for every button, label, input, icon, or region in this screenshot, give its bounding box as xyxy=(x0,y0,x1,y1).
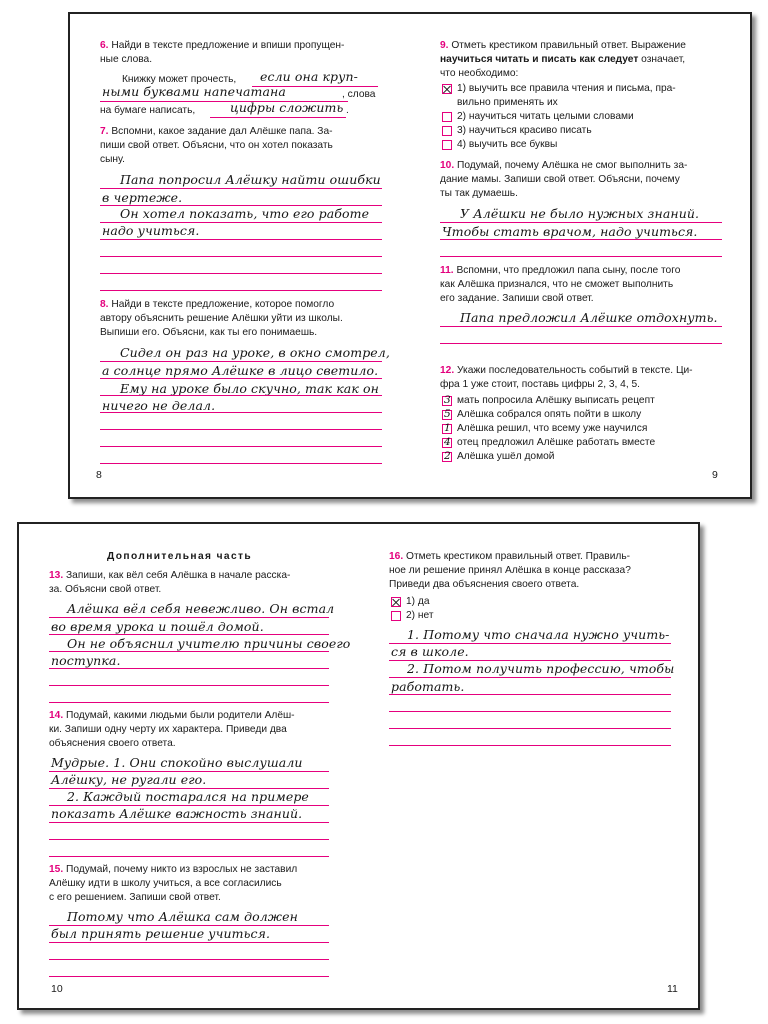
q15-text-line-2: Алёшку идти в школу учиться, а все согласились xyxy=(49,878,282,889)
q14-answer-line-4: показать Алёшке важность знаний. xyxy=(51,806,303,821)
q12-order-box-3[interactable]: 1 xyxy=(444,422,451,434)
q13-answer-line-2: во время урока и пошёл домой. xyxy=(51,619,264,634)
q8-answer-line-4: ничего не делал. xyxy=(102,398,216,413)
q10-answer-line-2: Чтобы стать врачом, надо учиться. xyxy=(442,224,698,239)
page-10 xyxy=(19,524,361,1008)
q7-answer-line-4: надо учиться. xyxy=(102,223,200,238)
q16-answer-line-2: ся в школе. xyxy=(391,644,469,659)
q10-answer-line-1: У Алёшки не было нужных знаний. xyxy=(460,206,700,221)
page-11 xyxy=(361,524,702,1008)
q16-answer-line-1: 1. Потому что сначала нужно учить- xyxy=(407,627,670,642)
q14-answer-line-1: Мудрые. 1. Они спокойно выслушали xyxy=(51,755,303,770)
q6-sentence-part-1: Книжку может прочесть, xyxy=(122,74,237,85)
q12-event-1: мать попросила Алёшку выписать рецепт xyxy=(457,395,655,406)
q9-text-line-3: что необходимо: xyxy=(440,68,519,79)
q12-text-line-2: фра 1 уже стоит, поставь цифры 2, 3, 4, 5. xyxy=(440,379,641,390)
q8-text-line-2: автору объяснить решение Алёшки уйти из школы. xyxy=(100,313,343,324)
workbook-spread-pages-10-11 xyxy=(17,522,700,1010)
q11-text-line-3: его задание. Запиши свой ответ. xyxy=(440,293,594,304)
q13-text-line-1: 13. Запиши, как вёл себя Алёшка в начале расска- xyxy=(49,570,291,581)
q12-order-box-1[interactable]: 3 xyxy=(444,394,451,406)
q10-text-line-1: 10. Подумай, почему Алёшка не смог выполнить за- xyxy=(440,160,688,171)
q9-option-4: 4) выучить все буквы xyxy=(457,139,558,150)
q11-text-line-1: 11. Вспомни, что предложил папа сыну, после того xyxy=(440,265,681,276)
q12-text-line-1: 12. Укажи последовательность событий в тексте. Ци- xyxy=(440,365,693,376)
q15-text-line-3: с его решением. Запиши свой ответ. xyxy=(49,892,221,903)
q6-sentence-part-2: , слова xyxy=(342,89,376,100)
page-number: 10 xyxy=(51,983,63,995)
q9-option-1-cont: вильно применять их xyxy=(457,97,558,108)
q11-text-line-2: как Алёшка признался, что не сможет выполнить xyxy=(440,279,674,290)
q9-text-line-2: научиться читать и писать как следует означает, xyxy=(440,54,686,65)
q15-answer-line-2: был принять решение учиться. xyxy=(51,926,271,941)
q6-text-line-1: 6. Найди в тексте предложение и впиши пропущен- xyxy=(100,40,345,51)
q12-event-4: отец предложил Алёшке работать вместе xyxy=(457,437,656,448)
q13-answer-line-1: Алёшка вёл себя невежливо. Он встал xyxy=(67,601,335,616)
q7-answer-line-3: Он хотел показать, что его работе xyxy=(120,206,370,221)
q6-answer-3: цифры сложить xyxy=(230,100,344,115)
q9-option-1: 1) выучить все правила чтения и письма, пра- xyxy=(457,83,676,94)
q6-answer-1: если она круп- xyxy=(260,69,358,84)
q13-answer-line-4: поступка. xyxy=(51,653,121,668)
page-number: 8 xyxy=(96,469,102,481)
q10-text-line-2: дание мамы. Запиши свой ответ. Объясни, почему xyxy=(440,174,680,185)
q8-answer-line-3: Ему на уроке было скучно, так как он xyxy=(120,381,379,396)
q16-option-yes: 1) да xyxy=(406,596,430,607)
q6-sentence-part-3: на бумаге написать, xyxy=(100,105,196,116)
page-8 xyxy=(70,14,412,497)
q9-option-3: 3) научиться красиво писать xyxy=(457,125,592,136)
q10-text-line-3: ты так думаешь. xyxy=(440,188,518,199)
q12-order-box-5[interactable]: 2 xyxy=(444,450,451,462)
q12-event-5: Алёшка ушёл домой xyxy=(457,451,555,462)
q7-text-line-1: 7. Вспомни, какое задание дал Алёшке папа. За- xyxy=(100,126,333,137)
q13-answer-line-3: Он не объяснил учителю причины своего xyxy=(67,636,351,651)
section-title: Дополнительная часть xyxy=(107,551,253,562)
q12-event-2: Алёшка собрался опять пойти в школу xyxy=(457,409,642,420)
q14-answer-line-2: Алёшку, не ругали его. xyxy=(51,772,207,787)
q14-text-line-2: ки. Запиши одну черту их характера. Приведи два xyxy=(49,724,287,735)
q8-answer-line-2: а солнце прямо Алёшке в лицо светило. xyxy=(102,363,379,378)
q9-checkbox-2[interactable] xyxy=(442,112,452,122)
q13-text-line-2: за. Объясни свой ответ. xyxy=(49,584,162,595)
q12-event-3: Алёшка решил, что всему уже научился xyxy=(457,423,648,434)
q6-answer-2: ными буквами напечатана xyxy=(102,84,286,99)
q16-answer-line-4: работать. xyxy=(391,679,465,694)
q15-text-line-1: 15. Подумай, почему никто из взрослых не заставил xyxy=(49,864,298,875)
q7-text-line-3: сыну. xyxy=(100,154,125,165)
q8-text-line-1: 8. Найди в тексте предложение, которое помогло xyxy=(100,299,335,310)
q15-answer-line-1: Потому что Алёшка сам должен xyxy=(67,909,298,924)
page-number: 9 xyxy=(712,469,718,481)
q9-option-2: 2) научиться читать целыми словами xyxy=(457,111,634,122)
page-9 xyxy=(412,14,754,497)
q9-checkbox-1[interactable] xyxy=(442,84,452,94)
q7-answer-line-2: в чертеже. xyxy=(102,190,183,205)
q16-text-line-1: 16. Отметь крестиком правильный ответ. Правиль- xyxy=(389,551,631,562)
q16-answer-line-3: 2. Потом получить профессию, чтобы xyxy=(407,661,675,676)
q14-answer-line-3: 2. Каждый постарался на примере xyxy=(67,789,309,804)
q9-checkbox-4[interactable] xyxy=(442,140,452,150)
q9-checkbox-3[interactable] xyxy=(442,126,452,136)
q16-checkbox-no[interactable] xyxy=(391,611,401,621)
q14-text-line-1: 14. Подумай, какими людьми были родители Алёш- xyxy=(49,710,295,721)
q9-text-line-1: 9. Отметь крестиком правильный ответ. Выражение xyxy=(440,40,686,51)
page-number: 11 xyxy=(667,983,678,995)
q8-text-line-3: Выпиши его. Объясни, как ты его понимаешь. xyxy=(100,327,318,338)
q16-text-line-2: ное ли решение принял Алёшка в конце рассказа? xyxy=(389,565,631,576)
q6-text-line-2: ные слова. xyxy=(100,54,153,65)
q8-answer-line-1: Сидел он раз на уроке, в окно смотрел, xyxy=(120,345,390,360)
q16-text-line-3: Приведи два объяснения своего ответа. xyxy=(389,579,580,590)
q16-option-no: 2) нет xyxy=(406,610,434,621)
q11-answer-line-1: Папа предложил Алёшке отдохнуть. xyxy=(460,310,718,325)
q7-text-line-2: пиши свой ответ. Объясни, что он хотел показать xyxy=(100,140,333,151)
q16-checkbox-yes[interactable] xyxy=(391,597,401,607)
q12-order-box-2[interactable]: 5 xyxy=(444,408,451,420)
q12-order-box-4[interactable]: 4 xyxy=(444,436,451,448)
q6-sentence-end: . xyxy=(346,105,349,116)
q14-text-line-3: объяснения своего ответа. xyxy=(49,738,176,749)
workbook-spread-pages-8-9 xyxy=(68,12,752,499)
q7-answer-line-1: Папа попросил Алёшку найти ошибки xyxy=(120,172,381,187)
